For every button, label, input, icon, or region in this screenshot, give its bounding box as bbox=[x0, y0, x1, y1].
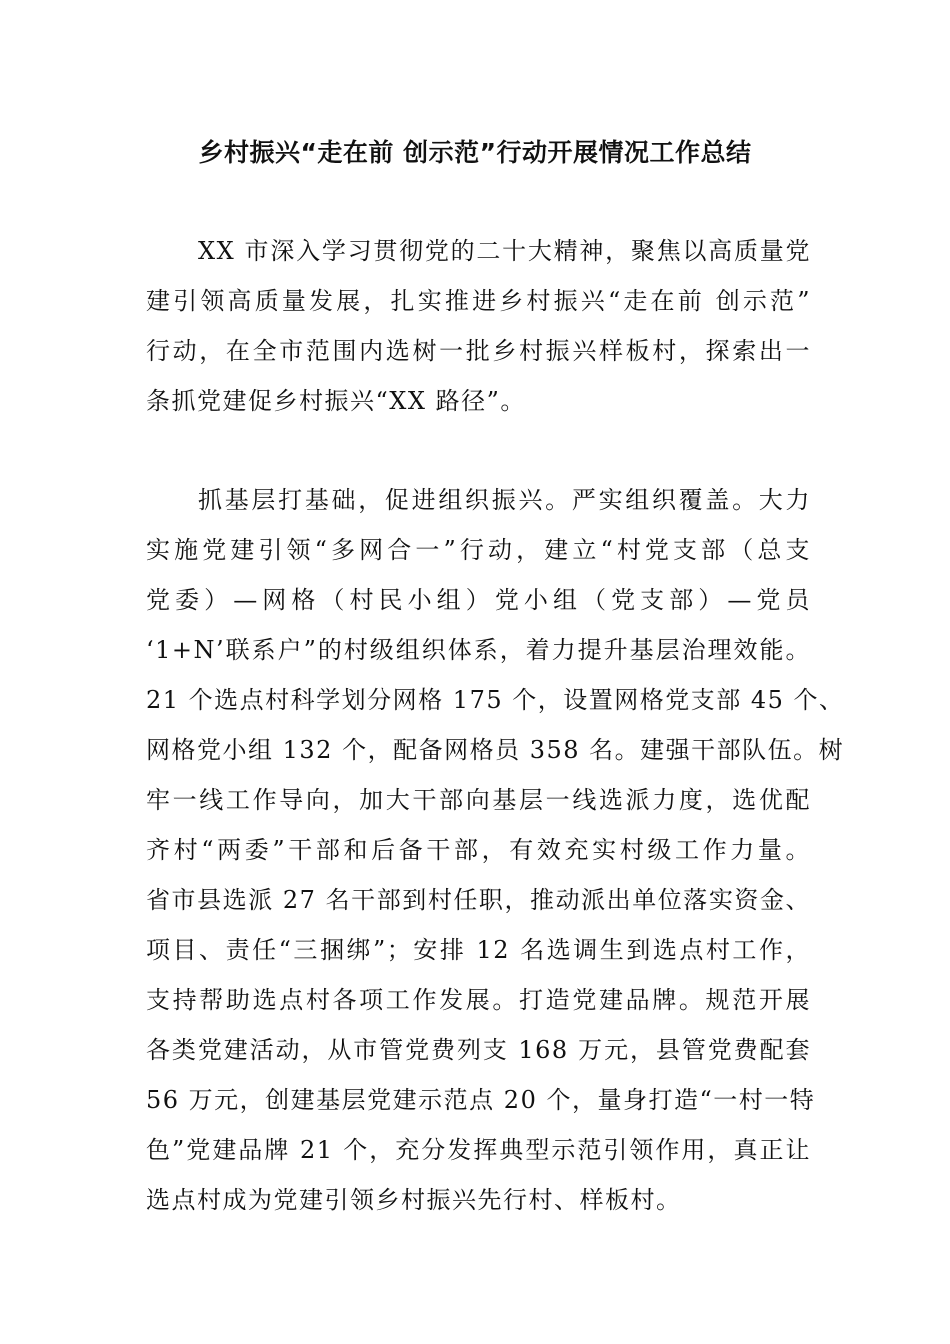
paragraph-line: 各类党建活动，从市管党费列支 168 万元，县管党费配套 bbox=[146, 1036, 811, 1064]
paragraph-line: 21 个选点村科学划分网格 175 个，设置网格党支部 45 个、 bbox=[146, 686, 845, 714]
paragraph-line: 省市县选派 27 名干部到村任职，推动派出单位落实资金、 bbox=[146, 886, 811, 914]
paragraph-intro bbox=[146, 226, 811, 426]
paragraph-line: 齐村“两委”干部和后备干部，有效充实村级工作力量。 bbox=[146, 836, 811, 864]
paragraph-line: 条抓党建促乡村振兴“XX 路径”。 bbox=[146, 387, 526, 415]
paragraph-line: 色”党建品牌 21 个，充分发挥典型示范引领作用，真正让 bbox=[146, 1136, 811, 1164]
paragraph-line: ‘1+N’联系户”的村级组织体系，着力提升基层治理效能。 bbox=[146, 636, 811, 664]
paragraph-line: 网格党小组 132 个，配备网格员 358 名。建强干部队伍。树 bbox=[146, 736, 845, 764]
paragraph-line: 56 万元，创建基层党建示范点 20 个，量身打造“一村一特 bbox=[146, 1086, 816, 1114]
paragraph-line: 党委）—网格（村民小组）党小组（党支部）—党员 bbox=[146, 586, 811, 614]
paragraph-line: 选点村成为党建引领乡村振兴先行村、样板村。 bbox=[146, 1186, 682, 1214]
paragraph-line: 项目、责任“三捆绑”；安排 12 名选调生到选点村工作， bbox=[146, 936, 811, 964]
document-title: 乡村振兴“走在前 创示范”行动开展情况工作总结 bbox=[198, 138, 752, 167]
paragraph-line: 牢一线工作导向，加大干部向基层一线选派力度，选优配 bbox=[146, 786, 811, 814]
paragraph-line: 实施党建引领“多网合一”行动，建立“村党支部（总支 bbox=[146, 536, 811, 564]
paragraph-line: 建引领高质量发展，扎实推进乡村振兴“走在前 创示范” bbox=[146, 287, 811, 315]
paragraph-line: 支持帮助选点村各项工作发展。打造党建品牌。规范开展 bbox=[146, 986, 811, 1014]
paragraph-line: 抓基层打基础，促进组织振兴。严实组织覆盖。大力 bbox=[198, 486, 811, 514]
paragraph-line: 行动，在全市范围内选树一批乡村振兴样板村，探索出一 bbox=[146, 337, 811, 365]
paragraph-line: XX 市深入学习贯彻党的二十大精神，聚焦以高质量党 bbox=[198, 237, 811, 265]
paragraph-organization bbox=[146, 475, 845, 1225]
